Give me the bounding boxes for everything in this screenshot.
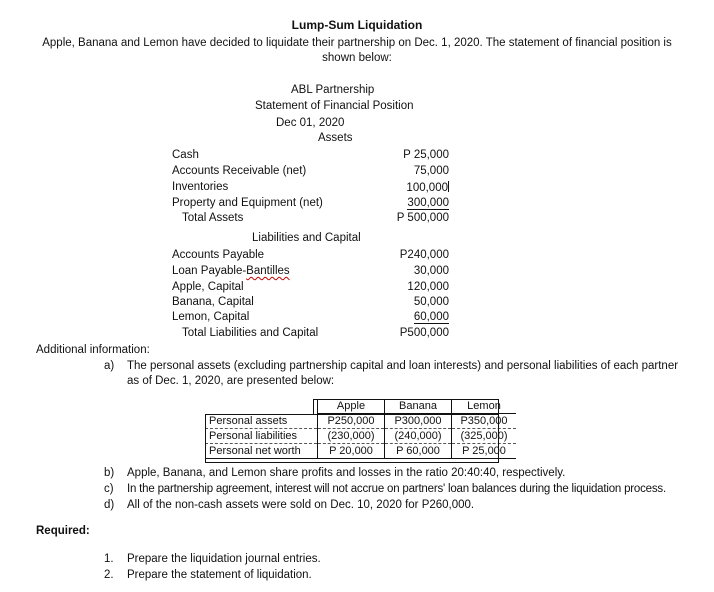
- item-d-marker: d): [104, 499, 115, 511]
- asset-value-underlined: 300,000: [407, 197, 449, 209]
- asset-value: [369, 181, 449, 194]
- liability-value: 50,000: [413, 296, 449, 308]
- item-d-text: All of the non-cash assets were sold on Dec. 10, 2020 for P260,000.: [127, 499, 475, 511]
- total-liab-label: Total Liabilities and Capital: [182, 327, 319, 339]
- liability-label: Lemon, Capital: [172, 311, 250, 323]
- required-header: Required:: [36, 525, 90, 537]
- statement-date: Dec 01, 2020: [276, 117, 345, 129]
- asset-label: Inventories: [172, 181, 229, 193]
- assets-header: Assets: [318, 132, 353, 144]
- cell-value: P 25,000: [452, 444, 517, 459]
- asset-value-text: 100,000: [406, 182, 448, 194]
- intro-text-line2: shown below:: [322, 52, 392, 64]
- table-corner: [205, 399, 318, 414]
- liability-value: 30,000: [413, 265, 449, 277]
- item-a-line2: as of Dec. 1, 2020, are presented below:: [127, 375, 335, 387]
- liability-label: Banana, Capital: [172, 296, 254, 308]
- required-item-text: Prepare the liquidation journal entries.: [127, 553, 321, 565]
- required-item-marker: 1.: [104, 553, 114, 565]
- cell-value: P 60,000: [385, 444, 452, 459]
- liability-value-underlined: 60,000: [413, 311, 449, 323]
- row-label: Personal assets: [205, 414, 318, 429]
- row-label: Personal liabilities: [205, 429, 318, 444]
- column-header: Banana: [385, 399, 452, 414]
- liability-label: Apple, Capital: [172, 281, 244, 293]
- intro-text-line1: Apple, Banana and Lemon have decided to liquidate their partnership on Dec. 1, 2020. The statement of financial position is: [42, 37, 672, 49]
- required-item-text: Prepare the statement of liquidation.: [127, 569, 312, 581]
- loan-label-prefix: Loan Payable-: [172, 265, 247, 277]
- row-label: Personal net worth: [205, 444, 318, 459]
- loan-label-name: Bantilles: [246, 265, 290, 277]
- liability-value: P240,000: [399, 249, 449, 261]
- asset-value: [369, 197, 449, 209]
- cell-value: P 20,000: [318, 444, 385, 459]
- header-frame: [313, 399, 499, 415]
- cell-value: (240,000): [385, 429, 452, 444]
- document-title: Lump-Sum Liquidation: [291, 18, 423, 32]
- liability-label: [172, 265, 290, 277]
- asset-label: Accounts Receivable (net): [172, 165, 307, 177]
- liability-value: 120,000: [407, 281, 449, 293]
- additional-info-header: Additional information:: [36, 344, 150, 356]
- cell-value: (230,000): [318, 429, 385, 444]
- text-cursor: [448, 181, 449, 192]
- table-row: [205, 414, 516, 429]
- statement-entity: ABL Partnership: [291, 84, 375, 96]
- item-c-text: In the partnership agreement, interest will not accrue on partners' loan balances during the liquidation process.: [127, 483, 666, 495]
- cell-value: P250,000: [318, 414, 385, 429]
- cell-value: P350,000: [452, 414, 517, 429]
- asset-value: 75,000: [413, 165, 449, 177]
- item-c-marker: c): [104, 483, 114, 495]
- asset-label: Cash: [172, 149, 199, 161]
- required-item-marker: 2.: [104, 569, 114, 581]
- column-header: Lemon: [452, 399, 517, 414]
- table-row: [205, 429, 516, 444]
- total-assets-value: P 500,000: [396, 212, 449, 224]
- item-b-marker: b): [104, 467, 115, 479]
- total-liab-value: P500,000: [399, 327, 449, 339]
- item-a-marker: a): [104, 360, 115, 372]
- liabilities-header: Liabilities and Capital: [252, 232, 361, 244]
- total-assets-label: Total Assets: [182, 212, 244, 224]
- cell-value: (325,000): [452, 429, 517, 444]
- item-a-line1: The personal assets (excluding partnership capital and loan interests) and personal liabilities of each partner: [127, 360, 679, 372]
- liability-label: Accounts Payable: [172, 249, 265, 261]
- table-row: [205, 444, 516, 459]
- statement-name: Statement of Financial Position: [255, 100, 414, 112]
- item-b-text: Apple, Banana, and Lemon share profits and losses in the ratio 20:40:40, respectively.: [127, 467, 566, 479]
- liability-value: [369, 311, 449, 323]
- asset-value: P 25,000: [403, 149, 449, 161]
- column-header: Apple: [318, 399, 385, 414]
- cell-value: P300,000: [385, 414, 452, 429]
- asset-label: Property and Equipment (net): [172, 197, 323, 209]
